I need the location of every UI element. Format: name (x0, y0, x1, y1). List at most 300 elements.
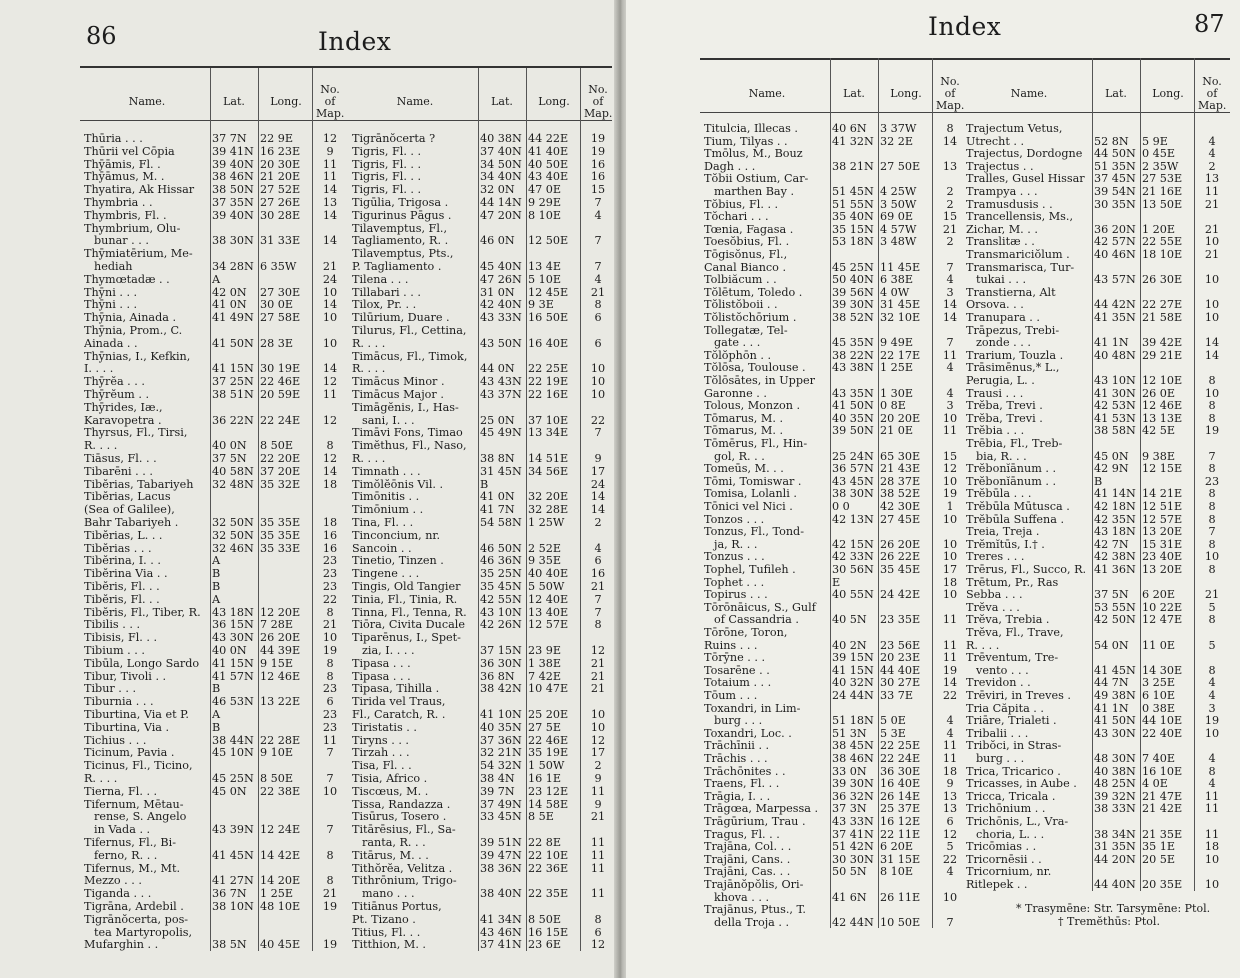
entry-longitude: 40 50E (528, 157, 569, 171)
header-long: Long. (538, 95, 570, 108)
entry-latitude: 38 36N (480, 861, 522, 875)
entry-map-number: 10 (1204, 311, 1220, 324)
entry-name: Tomeūs, M. . . (704, 462, 784, 476)
entry-name: Trĕva, Fl., Trave, (966, 626, 1064, 639)
index-entry (966, 727, 1230, 740)
entry-latitude: 37 25N (212, 375, 254, 389)
entry-longitude: 42 5E (1142, 424, 1176, 438)
entry-latitude: 39 51N (480, 836, 522, 849)
entry-name: Tophet . . . (704, 575, 765, 589)
entry-name: Thymbria . . (84, 196, 153, 209)
entry-map-number: 7 (946, 915, 954, 929)
entry-name: Trēbia, Fl., Treb- (966, 437, 1063, 450)
entry-map-number: 21 (590, 656, 606, 670)
entry-latitude: 37 41N (480, 938, 522, 952)
index-entry (84, 682, 346, 695)
entry-longitude: 9 38E (1142, 449, 1176, 463)
index-entry (352, 426, 614, 439)
index-entry (704, 223, 966, 236)
entry-map-number: 4 (946, 386, 954, 400)
entry-map-number: 7 (594, 234, 602, 248)
entry-latitude: 38 52N (832, 311, 874, 324)
entry-latitude: 43 43N (480, 375, 522, 389)
entry-longitude: 6 20E (880, 840, 914, 854)
entry-longitude: 27 53E (1142, 172, 1183, 186)
entry-longitude: 0 8E (880, 399, 906, 413)
entry-longitude: 21 43E (880, 462, 921, 476)
index-entry (84, 529, 346, 542)
entry-name: Trajāni, Cas. . . (704, 865, 791, 879)
entry-longitude: 25 20E (528, 708, 569, 721)
entry-map-number: 10 (1204, 386, 1220, 400)
index-entry (84, 132, 346, 145)
index-entry (352, 439, 614, 452)
index-entry (704, 261, 966, 274)
entry-latitude: 0 0 (832, 500, 850, 513)
entry-longitude: 14 42E (260, 848, 301, 862)
entry-name: Trajectum Vetus, (966, 122, 1063, 135)
index-entry (352, 631, 614, 644)
entry-name: Tranupara . . (966, 311, 1040, 324)
entry-longitude: 5 50W (528, 580, 565, 593)
index-entry (704, 210, 966, 223)
entry-map-number: 11 (590, 784, 606, 798)
index-entry (352, 606, 614, 619)
entry-longitude: 22 17E (880, 348, 921, 362)
entry-longitude: 27 45E (880, 512, 921, 526)
entry-latitude: 53 18N (832, 235, 874, 249)
entry-latitude: 45 40N (480, 260, 522, 273)
entry-name: Zichar, M. . . (966, 222, 1038, 236)
entry-map-number: 19 (942, 487, 958, 501)
entry-longitude: 21 20E (260, 170, 301, 184)
entry-latitude: 43 57N (1094, 273, 1136, 287)
entry-map-number: 7 (1208, 449, 1216, 463)
entry-latitude: 42 55N (480, 592, 522, 606)
entry-longitude: 13 50E (1142, 197, 1183, 211)
index-entry (84, 695, 346, 708)
index-entry (84, 209, 346, 222)
entry-latitude: 30 35N (1094, 197, 1136, 211)
index-entry (704, 702, 966, 715)
index-entry (352, 465, 614, 478)
entry-map-number: 4 (594, 541, 602, 555)
entry-name: Tigūlia, Trigosa . (352, 196, 449, 209)
entry-longitude: 0 45E (1142, 147, 1176, 161)
entry-name: Tibĕrias, Lacus (84, 490, 171, 504)
header-map: No. of Map. (316, 83, 345, 120)
entry-latitude: 33 0N (832, 764, 867, 778)
index-entry (966, 840, 1230, 853)
entry-name: della Troja . . (714, 915, 790, 929)
entry-map-number: 8 (594, 912, 602, 926)
entry-map-number: 14 (942, 134, 958, 148)
entry-latitude: 41 15N (832, 663, 874, 677)
entry-map-number: 22 (590, 413, 606, 427)
entry-latitude: 32 46N (212, 541, 254, 555)
entry-latitude: 40 32N (832, 676, 874, 690)
index-entry (966, 865, 1230, 878)
entry-latitude: 48 30N (1094, 752, 1136, 765)
header-lat: Lat. (491, 95, 513, 108)
index-entry (966, 550, 1230, 563)
entry-latitude: 37 5N (212, 452, 247, 465)
entry-latitude: 24 44N (832, 689, 874, 702)
index-entry (704, 525, 966, 538)
entry-longitude: 26 0E (1142, 386, 1176, 400)
index-entry (966, 122, 1230, 135)
entry-longitude: 35 33E (260, 541, 301, 555)
entry-map-number: 21 (322, 618, 338, 632)
index-entry (966, 676, 1230, 689)
entry-name: Tilūrium, Duare . (352, 311, 450, 325)
entry-longitude: 41 40E (528, 144, 569, 158)
entry-name: Trichōnis, L., Vra- (966, 815, 1069, 828)
entry-name: Tigrānŏcerta, pos- (84, 912, 189, 926)
index-entry (352, 375, 614, 388)
index-entry (966, 702, 1230, 715)
entry-name: Trajānŏpŏlis, Ori- (704, 878, 804, 891)
entry-longitude: 16 15E (528, 925, 569, 939)
entry-longitude: 27 52E (260, 183, 301, 197)
entry-map-number: 6 (594, 925, 602, 939)
entry-map-number: 7 (326, 772, 334, 785)
entry-longitude: 9 35E (528, 554, 562, 568)
entry-longitude: 32 28E (528, 503, 569, 517)
entry-latitude: 41 30N (1094, 386, 1136, 400)
entry-longitude: 14 30E (1142, 663, 1183, 677)
entry-longitude: 22 16E (528, 388, 569, 401)
entry-map-number: 21 (1204, 197, 1220, 211)
entry-map-number: 8 (1208, 462, 1216, 476)
entry-latitude: 41 1N (1094, 336, 1129, 350)
entry-longitude: 16 40E (880, 777, 921, 791)
entry-map-number: 7 (326, 823, 334, 837)
entry-name: Sebba . . . (966, 588, 1023, 602)
entry-longitude: 33 7E (880, 689, 914, 702)
entry-latitude: 35 25N (480, 567, 522, 581)
entry-longitude: 5 0E (880, 714, 906, 728)
entry-name: Timācus Major . (352, 388, 444, 401)
entry-name: Tolbiăcum . . (704, 273, 777, 287)
entry-longitude: 16 10E (1142, 764, 1183, 778)
index-entry (352, 862, 614, 875)
entry-map-number: 16 (590, 567, 606, 581)
entry-map-number: 14 (322, 464, 338, 478)
index-entry (704, 273, 966, 286)
entry-map-number: 5 (1208, 638, 1216, 652)
entry-map-number: 10 (590, 362, 606, 376)
column-divider (258, 68, 259, 951)
entry-name: Tilurus, Fl., Cettina, (352, 324, 467, 337)
entry-map-number: 5 (1208, 600, 1216, 614)
index-entry (84, 874, 346, 887)
index-entry (352, 746, 614, 759)
entry-longitude: 8 5E (528, 810, 554, 824)
entry-latitude: 42 7N (1094, 537, 1129, 551)
entry-latitude: 43 33N (480, 311, 522, 325)
index-entry (84, 145, 346, 158)
entry-latitude: 45 10N (212, 746, 254, 760)
entry-name: Tricornium, nr. (966, 865, 1052, 879)
entry-latitude: 40 35N (832, 411, 874, 425)
entry-latitude: 35 40N (832, 210, 874, 224)
entry-latitude: 38 30N (212, 234, 254, 248)
entry-latitude: 43 50N (480, 336, 522, 350)
entry-latitude: 43 30N (1094, 726, 1136, 740)
entry-longitude: 12 40E (528, 592, 569, 606)
entry-name: in Vada . . (94, 823, 151, 837)
entry-longitude: 22 19E (528, 375, 569, 389)
entry-map-number: 8 (1208, 487, 1216, 501)
entry-longitude: 1 25W (528, 516, 565, 529)
entry-latitude: 41 45N (212, 848, 254, 862)
entry-name: Trētum, Pr., Ras (966, 575, 1059, 589)
entry-latitude: 50 5N (832, 865, 867, 879)
entry-name: Tiryns . . . (352, 733, 409, 747)
index-entry (84, 810, 346, 823)
entry-latitude: 42 40N (480, 298, 522, 312)
index-entry (966, 462, 1230, 475)
entry-name: Tōnici vel Nici . (704, 500, 793, 513)
entry-latitude: B (212, 580, 221, 593)
entry-latitude: 51 45N (832, 185, 874, 198)
entry-name: Thūria . . . (84, 132, 143, 145)
entry-map-number: 8 (1208, 399, 1216, 413)
entry-longitude: 22 38E (260, 784, 301, 798)
entry-name: Tina, Fl. . . (352, 516, 414, 529)
entry-latitude: 45 35N (832, 336, 874, 350)
entry-latitude: 40 48N (1094, 348, 1136, 362)
entry-longitude: 20 20E (880, 411, 921, 425)
entry-latitude: 38 8N (480, 452, 515, 465)
entry-name: Tonzus . . . (704, 550, 765, 564)
index-entry (84, 606, 346, 619)
entry-latitude: 48 25N (1094, 777, 1136, 791)
entry-name: Trajectus, Dordogne (966, 147, 1083, 161)
index-entry (352, 388, 614, 401)
entry-map-number: 11 (322, 733, 338, 747)
entry-name: Tŏlētum, Toledo . (704, 285, 803, 299)
entry-map-number: 8 (946, 122, 954, 135)
entry-name: Tipasa . . . (352, 669, 411, 683)
entry-latitude: 38 46N (212, 170, 254, 184)
entry-map-number: 7 (594, 592, 602, 606)
header-rule (80, 120, 612, 121)
header-name: Name. (748, 87, 786, 100)
entry-name: Tragus, Fl. . . (704, 827, 780, 841)
entry-latitude: A (212, 554, 221, 568)
entry-map-number: 8 (594, 298, 602, 312)
entry-name: Tissa, Randazza . (352, 797, 451, 811)
entry-longitude: 20 35E (1142, 878, 1183, 891)
entry-latitude: 41 53N (1094, 411, 1136, 425)
index-entry (352, 222, 614, 235)
entry-latitude: 42 35N (1094, 512, 1136, 526)
index-entry (84, 913, 346, 926)
index-entry (84, 452, 346, 465)
entry-map-number: 4 (946, 714, 954, 728)
entry-map-number: 11 (942, 651, 958, 665)
entry-name: (Sea of Galilee), (84, 503, 175, 517)
entry-map-number: 8 (1208, 563, 1216, 576)
index-entry (704, 878, 966, 891)
entry-name: Tisia, Africo . (352, 772, 428, 785)
entry-name: Tollegatæ, Tel- (704, 323, 788, 337)
index-entry (84, 158, 346, 171)
entry-name: Transmarisca, Tur- (966, 260, 1075, 274)
entry-longitude: 21 0E (880, 424, 914, 438)
entry-name: Tmōlus, M., Bouz (704, 147, 803, 161)
entry-name: rense, S. Angelo (94, 810, 187, 824)
entry-name: Trēviri, in Treves . (966, 689, 1071, 702)
entry-map-number: 19 (942, 663, 958, 677)
entry-name: Trĕbūla . . . (966, 487, 1032, 501)
entry-longitude: 12 20E (260, 605, 301, 619)
entry-map-number: 22 (942, 689, 958, 702)
entry-longitude: 31 15E (880, 852, 921, 866)
entry-longitude: 21 58E (1142, 311, 1183, 324)
entry-latitude: 25 24N (832, 449, 874, 463)
entry-name: Timōnium . . (352, 503, 424, 517)
entry-name: Tosarēne . . (704, 663, 770, 677)
entry-longitude: 23 56E (880, 638, 921, 652)
column-divider (526, 68, 527, 951)
index-entry (704, 588, 966, 601)
index-entry (704, 361, 966, 374)
entry-longitude: 44 39E (260, 644, 301, 657)
entry-longitude: 12 15E (1142, 462, 1183, 476)
entry-latitude: 47 20N (480, 208, 522, 222)
entry-map-number: 15 (590, 183, 606, 197)
entry-map-number: 19 (322, 900, 338, 913)
entry-map-number: 11 (1204, 185, 1220, 198)
entry-longitude: 22 55E (1142, 235, 1183, 249)
entry-name: Toxandri, in Lim- (704, 701, 801, 715)
entry-longitude: 32 2E (880, 134, 914, 148)
index-entry (966, 412, 1230, 425)
entry-name: Thyrsus, Fl., Tirsi, (84, 426, 188, 440)
index-entry (84, 183, 346, 196)
entry-map-number: 9 (326, 144, 334, 158)
entry-map-number: 21 (1204, 588, 1220, 602)
entry-latitude: 41 45N (1094, 663, 1136, 677)
entry-latitude: 40 46N (1094, 248, 1136, 261)
right-page (626, 0, 1240, 978)
entry-map-number: 21 (590, 682, 606, 696)
entry-latitude: 41 15N (212, 656, 254, 670)
entry-name: Tichius . . . (84, 733, 147, 747)
entry-name: Tophel, Tufileh . (704, 563, 796, 576)
entry-name: tea Martyropolis, (94, 925, 193, 939)
index-entry (966, 261, 1230, 274)
entry-map-number: 18 (322, 516, 338, 529)
entry-latitude: 44 7N (1094, 676, 1129, 690)
entry-map-number: 11 (942, 348, 958, 362)
entry-latitude: 41 15N (212, 362, 254, 376)
index-entry (352, 196, 614, 209)
entry-name: choria, L. . . (976, 827, 1045, 841)
entry-map-number: 8 (1208, 512, 1216, 526)
entry-longitude: 11 0E (1142, 638, 1176, 652)
entry-map-number: 23 (322, 720, 338, 734)
index-entry (704, 752, 966, 765)
entry-name: Tonzos . . . (704, 512, 765, 526)
entry-name: Trajectus . . (966, 159, 1034, 173)
entry-latitude: 45 25N (212, 772, 254, 785)
entry-map-number: 4 (946, 726, 954, 740)
index-entry (966, 437, 1230, 450)
entry-name: Trica, Tricarico . (966, 764, 1061, 778)
entry-name: Tiparēnus, I., Spet- (352, 631, 461, 645)
entry-name: Fl., Caratch, R. . (352, 708, 446, 721)
entry-latitude: 43 39N (212, 823, 254, 837)
entry-map-number: 14 (942, 298, 958, 312)
index-entry (84, 350, 346, 363)
entry-name: Tibur . . . (84, 682, 137, 696)
index-entry (704, 664, 966, 677)
header-lat: Lat. (843, 87, 865, 100)
index-entry (84, 170, 346, 183)
index-entry (352, 529, 614, 542)
entry-latitude: 44 40N (1094, 878, 1136, 891)
entry-name: Thȳnia, Ainada . (84, 311, 177, 325)
entry-name: marthen Bay . (714, 185, 795, 198)
entry-latitude: 43 38N (832, 361, 874, 375)
entry-longitude: 9 15E (260, 656, 294, 670)
entry-latitude: 53 55N (1094, 600, 1136, 614)
entry-map-number: 21 (590, 580, 606, 593)
entry-longitude: 1 38E (528, 656, 562, 670)
entry-latitude: 42 44N (832, 915, 874, 929)
entry-latitude: 32 50N (212, 516, 254, 529)
header-long: Long. (1152, 87, 1184, 100)
entry-longitude: 27 30E (260, 285, 301, 299)
entry-longitude: 65 30E (880, 449, 921, 463)
entry-map-number: 23 (1204, 474, 1220, 488)
entry-map-number: 8 (326, 605, 334, 619)
index-entry (704, 714, 966, 727)
index-entry (352, 887, 614, 900)
entry-name: R. . . . (352, 452, 386, 465)
entry-longitude: 69 0E (880, 210, 914, 224)
entry-map-number: 14 (590, 490, 606, 504)
entry-latitude: 51 55N (832, 197, 874, 211)
index-entry (966, 349, 1230, 362)
entry-latitude: 43 45N (832, 474, 874, 488)
entry-map-number: 17 (590, 464, 606, 478)
index-entry (966, 475, 1230, 488)
index-entry (84, 362, 346, 375)
entry-name: Titulcia, Illecas . (704, 122, 798, 135)
entry-name: Tigris, Fl. . . (352, 144, 422, 158)
entry-latitude: 51 18N (832, 714, 874, 728)
index-entry (84, 554, 346, 567)
entry-longitude: 22 35E (528, 887, 569, 901)
index-entry (704, 739, 966, 752)
entry-map-number: 13 (322, 196, 338, 209)
entry-map-number: 4 (1208, 147, 1216, 161)
entry-map-number: 11 (1204, 827, 1220, 841)
entry-longitude: 12 24E (260, 823, 301, 837)
index-entry (966, 210, 1230, 223)
index-entry (704, 676, 966, 689)
index-entry (966, 765, 1230, 778)
index-entry (84, 618, 346, 631)
entry-map-number: 16 (590, 170, 606, 184)
entry-name: Tibisis, Fl. . . (84, 631, 158, 645)
entry-name: Thȳni . . . (84, 298, 138, 312)
